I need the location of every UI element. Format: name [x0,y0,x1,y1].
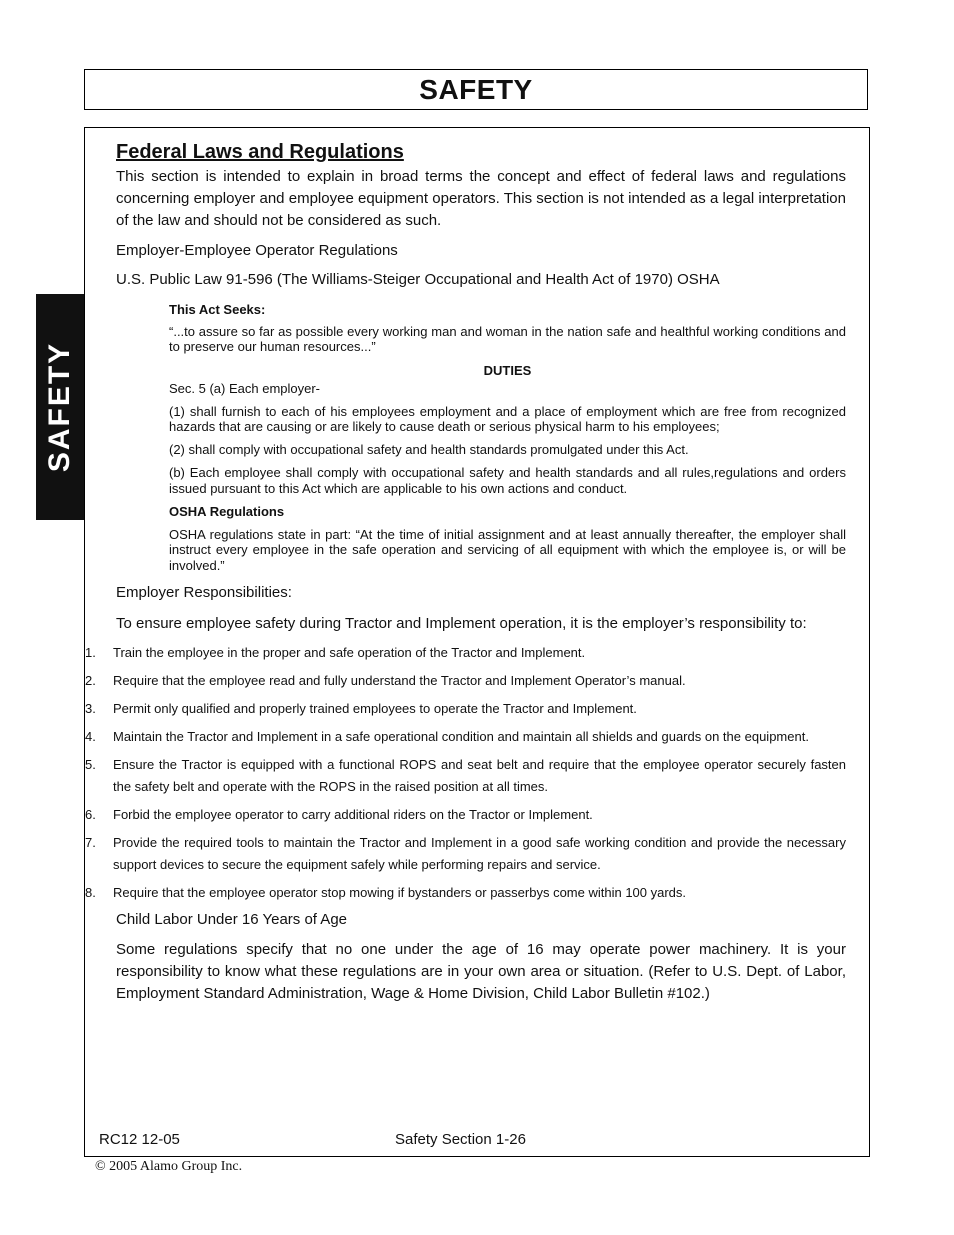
page-header [84,69,868,110]
side-tab-label: SAFETY [43,341,77,473]
duty-1: (1) shall furnish to each of his employees employment and a place of employment which are free from recognized hazards that are causing or are likely to cause death or serious physical harm to his employees; [169,403,846,434]
act-seeks-heading: This Act Seeks: [169,302,266,317]
employer-employee-heading: Employer-Employee Operator Regulations [116,242,398,259]
list-item: 8. Require that the employee operator stop mowing if bystanders or passerbys come within 100 yards. [85,885,687,900]
content-body [85,140,846,1005]
list-item: 5. Ensure the Tractor is equipped with a functional ROPS and seat belt and require that the employee operator securely fasten the safety belt and operate with the ROPS in the raised position at all times. [85,757,846,794]
act-block [169,302,846,573]
osha-text: OSHA regulations state in part: “At the time of initial assignment and at least annually thereafter, the employer shall instruct every employee in the safe operation and servicing of all equipment with which the employee is, or will be involved.” [169,526,846,573]
intro-paragraph: This section is intended to explain in broad terms the concept and effect of federal laws and regulations concerning employer and employee equipment operators. This section is not intended as a legal interpretation of the law and should not be considered as such. [116,168,846,229]
copyright: © 2005 Alamo Group Inc. [95,1159,243,1174]
doc-code: RC12 12-05 [99,1131,180,1148]
list-item: 6. Forbid the employee operator to carry additional riders on the Tractor or Implement. [85,807,593,822]
duties-heading: DUTIES [483,362,532,378]
child-labor-text: Some regulations specify that no one under the age of 16 may operate power machinery. It is your responsibility to know what these regulations are in your own area or situation. (Refer to U.S. Dept. of Labor, Employment Standard Administration, Wage & Home Division, Child Labor Bulletin #102.) [116,941,846,1002]
employer-responsibilities-heading: Employer Responsibilities: [116,584,292,601]
responsibility-list [85,642,846,904]
list-item: 3. Permit only qualified and properly trained employees to operate the Tractor and Implement. [85,701,637,716]
duty-b: (b) Each employee shall comply with occupational safety and health standards and all rules,regulations and orders issued pursuant to this Act which are applicable to his own actions and conduct. [169,465,846,496]
ensure-line: To ensure employee safety during Tractor and Implement operation, it is the employer’s responsibility to: [116,615,807,632]
child-labor-heading: Child Labor Under 16 Years of Age [116,911,347,928]
content-frame [84,127,870,1157]
duty-2: (2) shall comply with occupational safety and health standards promulgated under this Act. [169,441,689,457]
list-item: 1. Train the employee in the proper and safe operation of the Tractor and Implement. [85,645,586,660]
page-number: Safety Section 1-26 [395,1131,526,1148]
osha-heading: OSHA Regulations [169,504,285,519]
side-tab [36,294,84,520]
act-seeks-quote: “...to assure so far as possible every working man and woman in the nation safe and healthful working conditions and to preserve our human resources...” [169,323,846,354]
list-item: 4. Maintain the Tractor and Implement in a safe operational condition and maintain all shields and guards on the equipment. [85,729,809,744]
header-title: SAFETY [419,73,533,105]
public-law-line: U.S. Public Law 91-596 (The Williams-Steiger Occupational and Health Act of 1970) OSHA [116,271,720,288]
sec5-line: Sec. 5 (a) Each employer- [169,381,321,396]
list-item: 2. Require that the employee read and fully understand the Tractor and Implement Operator’s manual. [85,673,686,688]
list-item: 7. Provide the required tools to maintain the Tractor and Implement in a good safe working condition and provide the necessary support devices to secure the equipment safely while performing repairs and service. [85,835,846,872]
section-title: Federal Laws and Regulations [116,141,404,163]
